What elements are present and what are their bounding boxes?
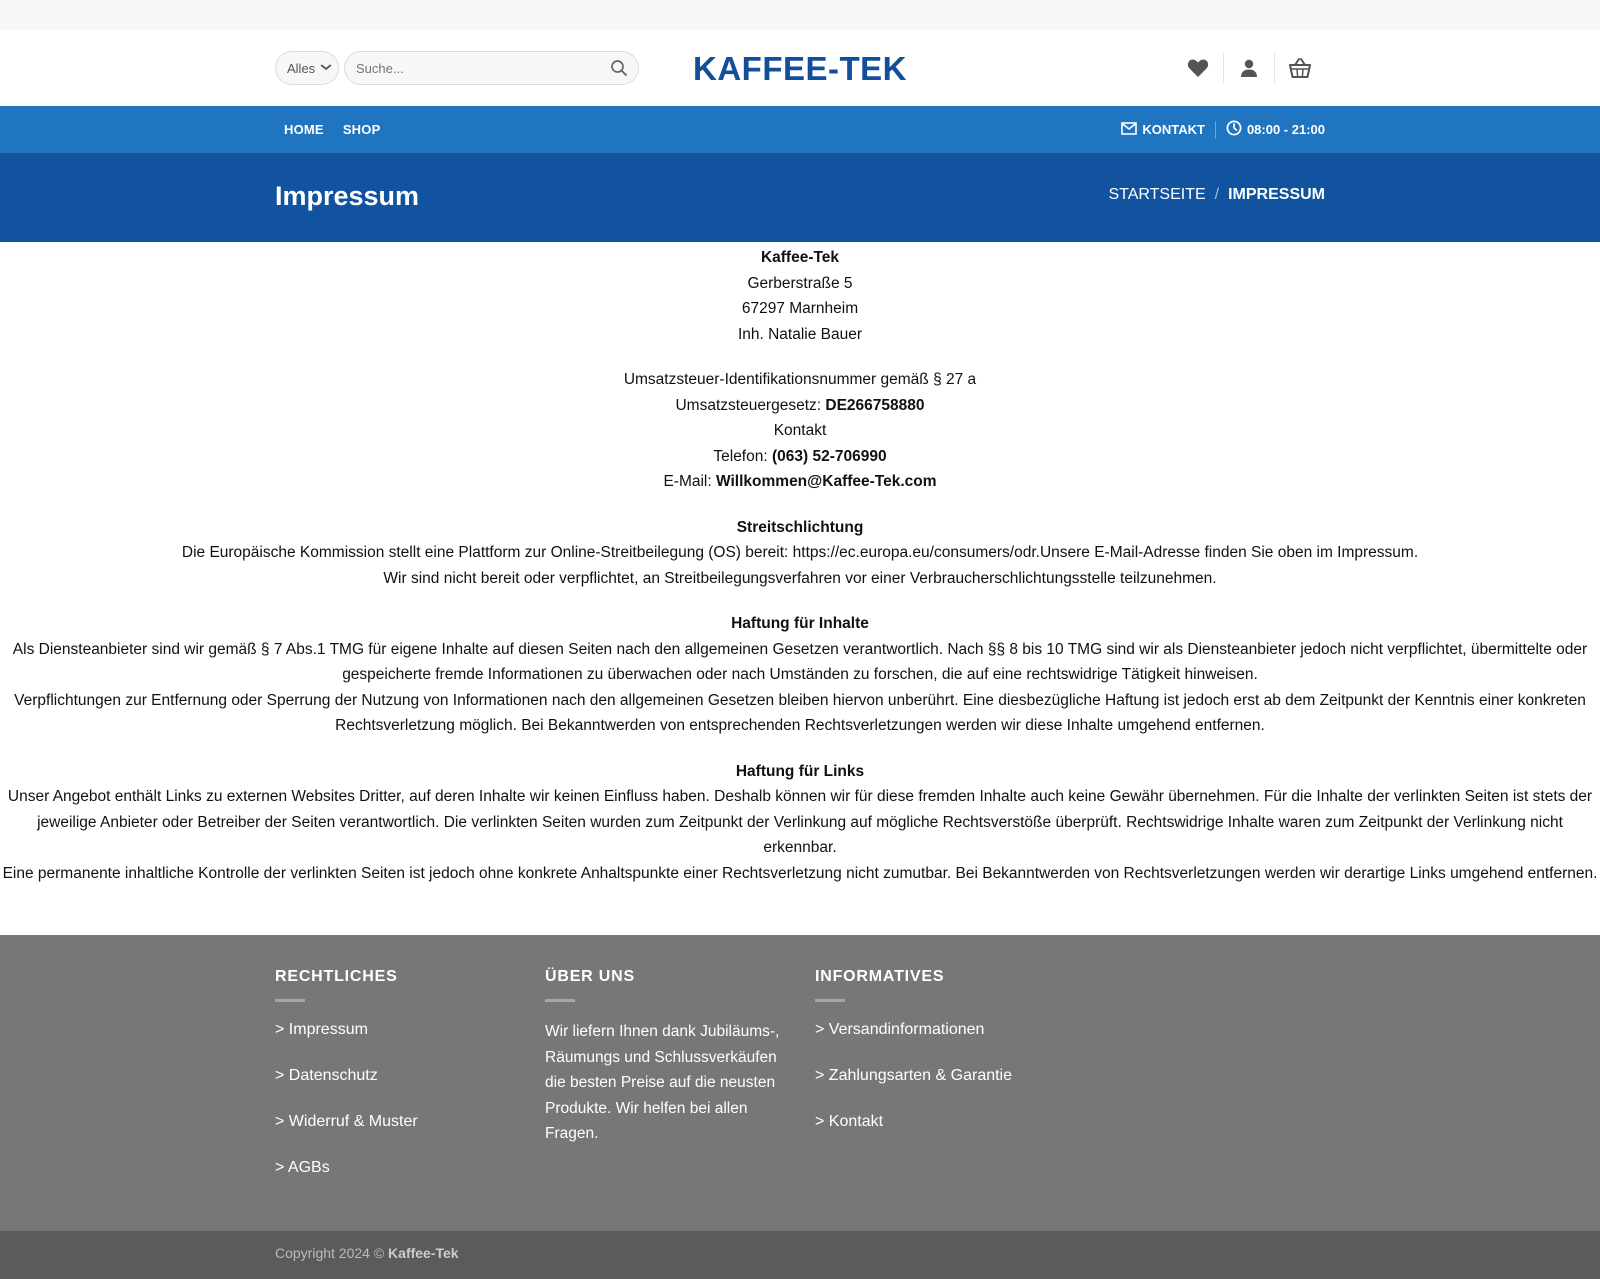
footer-title-underline xyxy=(275,999,305,1002)
phone-label: Telefon: xyxy=(713,447,772,465)
site-logo[interactable]: KAFFEE-TEK xyxy=(693,50,907,87)
impressum-content xyxy=(0,242,1600,886)
breadcrumb-separator: / xyxy=(1214,186,1220,203)
copyright-prefix: Copyright 2024 © xyxy=(275,1245,389,1261)
nav-divider xyxy=(1215,121,1216,139)
footer-link-zahlungsarten[interactable]: > Zahlungsarten & Garantie xyxy=(815,1067,1013,1084)
nav-contact-label: KONTAKT xyxy=(1142,122,1205,137)
contact-heading: Kontakt xyxy=(773,422,827,439)
city: 67297 Marnheim xyxy=(741,300,859,317)
opening-hours-label: 08:00 - 21:00 xyxy=(1246,122,1325,137)
copyright-text xyxy=(275,1245,459,1261)
footer-link-widerruf[interactable]: > Widerruf & Muster xyxy=(275,1113,418,1130)
footer-col-about xyxy=(545,968,785,1147)
category-select-value: Alles xyxy=(287,60,316,76)
header-inner xyxy=(275,30,1325,106)
footer-link-kontakt[interactable]: > Kontakt xyxy=(815,1113,884,1130)
page-title: Impressum xyxy=(275,181,420,211)
nav-left xyxy=(284,106,380,153)
page-title-bar xyxy=(0,153,1600,242)
vat-contact-block xyxy=(0,367,1600,495)
site-footer xyxy=(0,935,1600,1231)
opening-hours xyxy=(1226,120,1325,139)
email-label: E-Mail: xyxy=(663,473,716,490)
top-strip xyxy=(0,0,1600,30)
dispute-section xyxy=(0,515,1600,592)
content-liability-heading: Haftung für Inhalte xyxy=(731,615,869,632)
nav-shop-link[interactable]: SHOP xyxy=(342,122,381,137)
nav-right xyxy=(1121,106,1325,153)
owner: Inh. Natalie Bauer xyxy=(737,325,863,343)
search-group xyxy=(275,51,639,85)
footer-link-datenschutz[interactable]: > Datenschutz xyxy=(275,1067,378,1084)
breadcrumb-home-link[interactable]: STARTSEITE xyxy=(1108,186,1206,203)
content-liability-text-2: Verpflichtungen zur Entfernung oder Sperrung der Nutzung von Informationen nach den allgemeinen Gesetzen bleiben hiervon unberührt. Eine diesbezügliche Haftung ist jedoch erst ab dem Zeitpunkt der Kenntnis einer konkreten Rechtsverletzung möglich. Bei Bekanntwerden von entsprechenden Rechtsverletzungen werden wir diese Inhalte umgehend entfernen. xyxy=(14,691,1586,734)
main-nav xyxy=(0,106,1600,153)
vat-id: DE266758880 xyxy=(825,396,925,414)
breadcrumb-current: IMPRESSUM xyxy=(1228,186,1325,203)
footer-link-impressum[interactable]: > Impressum xyxy=(275,1021,368,1038)
link-liability-text-2: Eine permanente inhaltliche Kontrolle der verlinkten Seiten ist jedoch ohne konkrete Anhaltspunkte einer Rechtsverletzung nicht zumutbar. Bei Bekanntwerden von Rechtsverletzungen werden wir derartige Links umgehend entfernen. xyxy=(2,864,1598,882)
content-liability-section xyxy=(0,611,1600,739)
link-liability-text-1: Unser Angebot enthält Links zu externen Websites Dritter, auf deren Inhalte wir keinen Einfluss haben. Deshalb können wir für diese fremden Inhalte auch keine Gewähr übernehmen. Für die Inhalte der verlinkten Seiten ist stets der jeweilige Anbieter oder Betreiber der Seiten verantwortlich. Die verlinkten Seiten wurden zum Zeitpunkt der Verlinkung auf mögliche Rechtsverstöße überprüft. Rechtswidrige Inhalte waren zum Zeitpunkt der Verlinkung nicht erkennbar. xyxy=(7,788,1593,856)
header-icons xyxy=(1173,52,1325,84)
footer-col-title: ÜBER UNS xyxy=(545,968,635,985)
footer-col-info xyxy=(815,968,1055,1157)
company-name: Kaffee-Tek xyxy=(760,249,840,266)
search-icon[interactable] xyxy=(610,59,628,77)
footer-title-underline xyxy=(545,999,575,1002)
vat-line1: Umsatzsteuer-Identifikationsnummer gemäß § 27 a xyxy=(623,371,977,388)
search-input[interactable] xyxy=(356,61,610,76)
clock-icon xyxy=(1226,120,1242,139)
content-liability-text-1: Als Diensteanbieter sind wir gemäß § 7 Abs.1 TMG für eigene Inhalte auf diesen Seiten nach den allgemeinen Gesetzen verantwortlich. Nach §§ 8 bis 10 TMG sind wir als Diensteanbieter jedoch nicht verpflichtet, übermittelte oder gespeicherte fremde Informationen zu überwachen oder nach Umständen zu forschen, die auf eine rechtswidrige Tätigkeit hinweisen. xyxy=(12,640,1588,683)
nav-contact-link[interactable] xyxy=(1121,122,1205,138)
wishlist-heart-icon[interactable] xyxy=(1173,52,1223,84)
footer-link-versand[interactable]: > Versandinformationen xyxy=(815,1021,985,1038)
link-liability-section xyxy=(0,759,1600,887)
email-address[interactable]: Willkommen@Kaffee-Tek.com xyxy=(716,473,937,490)
account-user-icon[interactable] xyxy=(1224,52,1274,84)
link-liability-heading: Haftung für Links xyxy=(735,762,865,780)
nav-home-link[interactable]: HOME xyxy=(284,122,324,137)
copyright-brand-link[interactable]: Kaffee-Tek xyxy=(388,1245,459,1261)
search-box xyxy=(344,51,639,85)
copyright-bar xyxy=(0,1231,1600,1279)
address-block xyxy=(0,245,1600,347)
dispute-text-1: Die Europäische Kommission stellt eine Plattform zur Online-Streitbeilegung (OS) bereit: https://ec.europa.eu/consumers/odr.Unsere E-Mail-Adresse finden Sie oben im Impressum. xyxy=(181,544,1419,561)
dispute-text-2: Wir sind nicht bereit oder verpflichtet, an Streitbeilegungsverfahren vor einer Verbraucherschlichtungsstelle teilzunehmen. xyxy=(383,569,1217,587)
footer-col-legal xyxy=(275,968,515,1203)
street: Gerberstraße 5 xyxy=(747,274,853,292)
footer-col-title: INFORMATIVES xyxy=(815,968,945,985)
footer-link-agbs[interactable]: > AGBs xyxy=(275,1159,330,1176)
category-select[interactable] xyxy=(275,51,339,85)
footer-col-title: RECHTLICHES xyxy=(275,968,398,985)
cart-basket-icon[interactable] xyxy=(1275,52,1325,84)
site-header xyxy=(0,30,1600,106)
dispute-heading: Streitschlichtung xyxy=(736,518,864,536)
breadcrumb xyxy=(1108,186,1325,204)
vat-label: Umsatzsteuergesetz: xyxy=(675,396,826,414)
chevron-down-icon xyxy=(320,62,332,74)
phone-number[interactable]: (063) 52-706990 xyxy=(771,447,887,465)
footer-about-text: Wir liefern Ihnen dank Jubiläums-, Räumungs und Schlussverkäufen die besten Preise auf die neusten Produkte. Wir helfen bei allen Fragen. xyxy=(545,1023,780,1142)
envelope-icon xyxy=(1121,122,1137,138)
footer-title-underline xyxy=(815,999,845,1002)
